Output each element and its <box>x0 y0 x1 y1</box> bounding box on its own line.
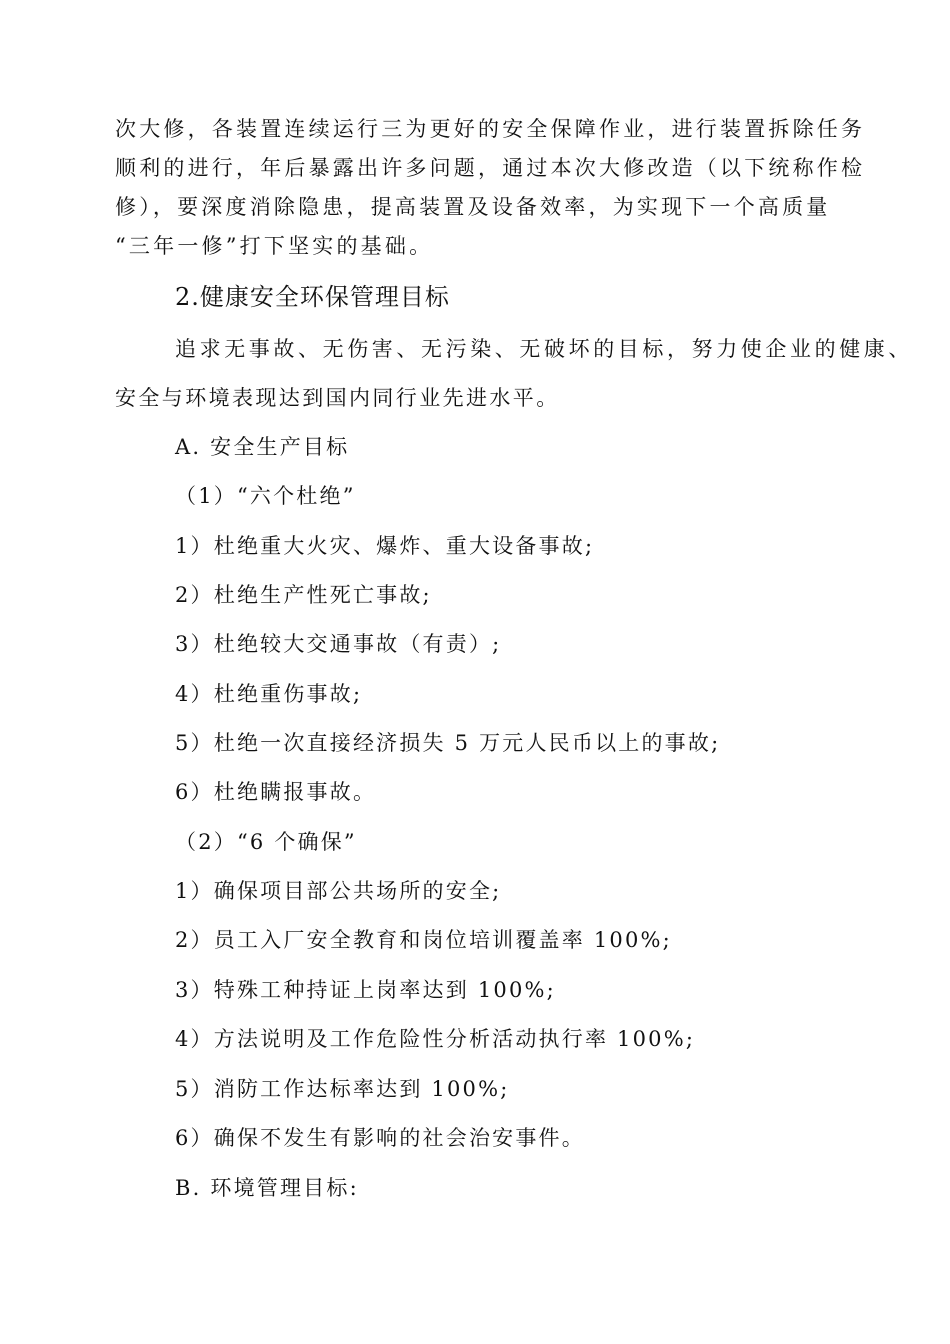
group2-item: 4）方法说明及工作危险性分析活动执行率 100%; <box>175 1027 696 1051</box>
group2-heading: （2）“6 个确保” <box>175 830 357 854</box>
paragraph-line-2: 顺利的进行，年后暴露出许多问题，通过本次大修改造（以下统称作检 <box>115 156 866 180</box>
group1-item: 4）杜绝重伤事故; <box>175 682 363 706</box>
group2-item: 3）特殊工种持证上岗率达到 100%; <box>175 978 556 1002</box>
paragraph-line-3: 修），要深度消除隐患，提高装置及设备效率，为实现下一个高质量 <box>115 195 831 219</box>
group2-item: 2）员工入厂安全教育和岗位培训覆盖率 100%; <box>175 928 672 952</box>
intro-line-1: 追求无事故、无伤害、无污染、无破坏的目标，努力使企业的健康、 <box>175 337 913 361</box>
group1-item: 6）杜绝瞒报事故。 <box>175 780 377 804</box>
paragraph-line-4: “三年一修”打下坚实的基础。 <box>115 234 434 258</box>
group1-heading: （1）“六个杜绝” <box>175 484 356 508</box>
paragraph-line-1: 次大修，各装置连续运行三为更好的安全保障作业，进行装置拆除任务 <box>115 117 866 141</box>
group1-item: 3）杜绝较大交通事故（有责）; <box>175 632 502 656</box>
subsection-b-heading: B. 环境管理目标: <box>175 1176 359 1200</box>
group1-item: 5）杜绝一次直接经济损失 5 万元人民币以上的事故; <box>175 731 721 755</box>
subsection-a-heading: A. 安全生产目标 <box>175 435 350 459</box>
group1-item: 1）杜绝重大火灾、爆炸、重大设备事故; <box>175 534 595 558</box>
group1-item: 2）杜绝生产性死亡事故; <box>175 583 432 607</box>
group2-item: 5）消防工作达标率达到 100%; <box>175 1077 510 1101</box>
group2-item: 6）确保不发生有影响的社会治安事件。 <box>175 1126 585 1150</box>
section-heading: 2.健康安全环保管理目标 <box>175 283 450 311</box>
group2-item: 1）确保项目部公共场所的安全; <box>175 879 502 903</box>
intro-line-2: 安全与环境表现达到国内同行业先进水平。 <box>115 386 560 410</box>
